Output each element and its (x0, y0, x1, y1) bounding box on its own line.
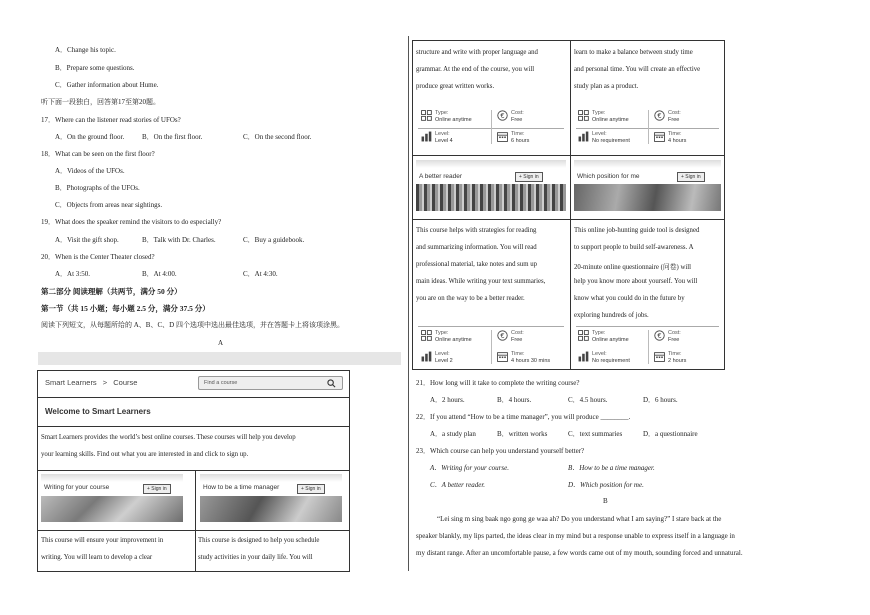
course-thumbnail-time-manager (200, 496, 342, 522)
q20-option-c: C．At 4:30. (243, 270, 278, 278)
course-desc-line: This online job-hunting guide tool is designed (574, 227, 700, 234)
course-desc-line: and summarizing information. You will read (416, 244, 537, 251)
course-cost (497, 330, 524, 343)
q17-option-a: A．On the ground floor. (55, 133, 125, 141)
info-value: Online anytime (435, 336, 472, 343)
info-value: 6 hours (511, 137, 530, 144)
q22-option-b: B．written works (497, 430, 548, 438)
passage-a-label: A (218, 339, 224, 347)
course-title-time-manager[interactable]: How to be a time manager (203, 484, 280, 491)
grid-icon (578, 110, 589, 123)
course-level (578, 351, 630, 364)
sign-in-button[interactable]: + Sign in (677, 172, 705, 182)
info-value: 4 hours 30 mins (511, 357, 551, 364)
course-info-time-manager (578, 110, 722, 146)
calendar-icon (654, 131, 665, 144)
q23-option-a: A．Writing for your course. (430, 464, 509, 472)
svg-text:€: € (500, 331, 505, 340)
info-label: Type: (592, 330, 606, 336)
q18-option-c: C．Objects from areas near sightings. (55, 201, 163, 209)
info-label: Time: (511, 131, 525, 137)
column-divider (408, 36, 409, 571)
q22-option-d: D．a questionnaire (643, 430, 698, 438)
course-desc-line: This course will ensure your improvement in (41, 537, 164, 544)
level-bars-icon (578, 131, 589, 144)
course-desc-line: you are on the way to be a better reader. (416, 295, 525, 302)
euro-coin-icon (654, 110, 665, 123)
q20-option-a: A．At 3:50. (55, 270, 90, 278)
q19-option-a: A．Visit the gift shop. (55, 236, 119, 244)
course-level (421, 351, 453, 364)
euro-coin-icon (654, 330, 665, 343)
question-22: 22．If you attend “How to be a time manager”, you will produce ________. (416, 413, 631, 421)
q21-option-c: C．4.5 hours. (568, 396, 608, 404)
course-cost (654, 110, 681, 123)
course-desc-line: exploring hundreds of jobs. (574, 312, 649, 319)
question-17: 17．Where can the listener read stories of UFOs? (41, 116, 181, 124)
euro-coin-icon (497, 330, 508, 343)
course-desc-line: know what you could do in the future by (574, 295, 685, 302)
svg-text:€: € (657, 331, 662, 340)
course-type (578, 330, 629, 343)
course-title-writing[interactable]: Writing for your course (44, 484, 110, 491)
info-value: Level 2 (435, 357, 453, 364)
q19-option-b: B．Talk with Dr. Charles. (142, 236, 216, 244)
q23-option-d: D．Which position for me. (568, 481, 644, 489)
grid-icon (421, 110, 432, 123)
option-line: C．Gather information about Hume. (55, 81, 159, 89)
level-bars-icon (578, 351, 589, 364)
q18-option-a: A．Videos of the UFOs. (55, 167, 125, 175)
info-value: No requirement (592, 137, 630, 144)
search-input[interactable] (198, 376, 343, 390)
course-desc-line: structure and write with proper language and (416, 49, 538, 56)
option-line: A．Change his topic. (55, 46, 116, 54)
question-21: 21．How long will it take to complete the writing course? (416, 379, 580, 387)
course-title-reader[interactable]: A better reader (419, 173, 462, 180)
question-19: 19．What does the speaker remind the visitors to do especially? (41, 218, 222, 226)
question-20: 20．When is the Center Theater closed? (41, 253, 155, 261)
search-placeholder: Find a course (204, 380, 238, 386)
course-info-position (578, 330, 722, 366)
section-1-heading: 第一节（共 15 小题；每小题 2.5 分，满分 37.5 分） (41, 304, 210, 313)
info-value: Free (668, 336, 680, 343)
info-label: Level: (592, 351, 607, 357)
sign-in-button[interactable]: + Sign in (515, 172, 543, 182)
course-desc-line: This course is designed to help you schedule (198, 537, 320, 544)
q22-option-a: A．a study plan (430, 430, 476, 438)
course-desc-line: This course helps with strategies for reading (416, 227, 537, 234)
course-desc-line: and personal time. You will create an effective (574, 66, 701, 73)
info-label: Type: (435, 110, 449, 116)
info-value: Online anytime (435, 116, 472, 123)
calendar-icon (654, 351, 665, 364)
info-label: Time: (511, 351, 525, 357)
q23-option-b: B．How to be a time manager. (568, 464, 655, 472)
info-value: Online anytime (592, 336, 629, 343)
course-desc-line: 20-minute online questionnaire (问卷) will (574, 264, 692, 271)
course-desc-line: study activities in your daily life. You will (198, 554, 313, 561)
course-desc-line: writing. You will learn to develop a clear (41, 554, 153, 561)
intro-line: Smart Learners provides the world’s best online courses. These courses will help you develop (41, 434, 296, 441)
section-divider-strip (38, 352, 401, 365)
info-label: Type: (592, 110, 606, 116)
grid-icon (578, 330, 589, 343)
course-type (421, 110, 472, 123)
reading-directions: 阅读下列短文，从每题所给的 A、B、C、D 四个选项中选出最佳选项，并在答题卡上将该项涂黑。 (41, 321, 344, 329)
info-label: Level: (435, 351, 450, 357)
info-label: Cost: (511, 110, 524, 116)
course-desc-line: help you know more about yourself. You will (574, 278, 698, 285)
course-desc-line: study plan as a product. (574, 83, 639, 90)
course-level (578, 131, 630, 144)
option-line: B．Prepare some questions. (55, 64, 135, 72)
q21-option-a: A．2 hours. (430, 396, 465, 404)
info-label: Type: (435, 330, 449, 336)
course-time (654, 351, 686, 364)
breadcrumb (45, 378, 137, 387)
passage-b-line: speaker blankly, my lips parted, the ideas clear in my mind but a response unable to express itself in a language in (416, 532, 735, 540)
q17-option-b: B．On the first floor. (142, 133, 203, 141)
info-label: Level: (592, 131, 607, 137)
course-time (497, 131, 529, 144)
course-desc-line: grammar. At the end of the course, you will (416, 66, 535, 73)
course-desc-line: learn to make a balance between study time (574, 49, 693, 56)
q21-option-b: B．4 hours. (497, 396, 532, 404)
q23-option-c: C．A better reader. (430, 481, 486, 489)
course-info-reader (421, 330, 565, 366)
intro-line: your learning skills. Find out what you are interested in and click to sign up. (41, 451, 249, 458)
course-type (578, 110, 629, 123)
info-label: Cost: (668, 330, 681, 336)
course-type (421, 330, 472, 343)
passage-b-label: B (603, 497, 608, 505)
grid-icon (421, 330, 432, 343)
info-value: Free (668, 116, 680, 123)
course-thumbnail-writing (41, 496, 183, 522)
info-value: Free (511, 116, 523, 123)
calendar-icon (497, 351, 508, 364)
info-label: Level: (435, 131, 450, 137)
q19-option-c: C．Buy a guidebook. (243, 236, 305, 244)
search-icon[interactable] (327, 379, 336, 388)
info-value: Free (511, 336, 523, 343)
info-label: Cost: (511, 330, 524, 336)
info-label: Time: (668, 351, 682, 357)
level-bars-icon (421, 131, 432, 144)
course-thumbnail-position (574, 184, 721, 211)
course-level (421, 131, 453, 144)
welcome-heading: Welcome to Smart Learners (45, 407, 151, 416)
info-label: Time: (668, 131, 682, 137)
breadcrumb-current: Course (113, 378, 138, 387)
q20-option-b: B．At 4:00. (142, 270, 177, 278)
q18-option-b: B．Photographs of the UFOs. (55, 184, 140, 192)
question-18: 18．What can be seen on the first floor? (41, 150, 155, 158)
course-time (654, 131, 686, 144)
question-23: 23．Which course can help you understand yourself better? (416, 447, 585, 455)
sign-in-button[interactable]: + Sign in (297, 484, 325, 494)
info-value: Online anytime (592, 116, 629, 123)
listening-instruction: 听下面一段独白，回答第17至第20题。 (41, 98, 160, 106)
course-cost (497, 110, 524, 123)
level-bars-icon (421, 351, 432, 364)
course-cost (654, 330, 681, 343)
svg-text:€: € (657, 111, 662, 120)
part-2-heading: 第二部分 阅读理解（共两节，满分 50 分） (41, 287, 182, 296)
breadcrumb-home[interactable]: Smart Learners (45, 378, 97, 387)
course-desc-line: produce great written works. (416, 83, 495, 90)
course-desc-line: professional material, take notes and sum up (416, 261, 537, 268)
course-desc-line: to support people to build self-awareness. A (574, 244, 694, 251)
info-value: Level 4 (435, 137, 453, 144)
euro-coin-icon (497, 110, 508, 123)
breadcrumb-separator: > (102, 378, 108, 387)
calendar-icon (497, 131, 508, 144)
course-thumbnail-reader (416, 184, 566, 211)
sign-in-button[interactable]: + Sign in (143, 484, 171, 494)
info-value: 4 hours (668, 137, 687, 144)
q17-option-c: C．On the second floor. (243, 133, 312, 141)
course-desc-line: main ideas. While writing your text summaries, (416, 278, 546, 285)
q22-option-c: C．text summaries (568, 430, 623, 438)
q21-option-d: D．6 hours. (643, 396, 678, 404)
passage-b-line: my distant range. After an uncomfortable pause, a few words came out of my mouth, sounding forced and unnatural. (416, 549, 743, 557)
info-label: Cost: (668, 110, 681, 116)
course-title-position[interactable]: Which position for me (577, 173, 640, 180)
info-value: No requirement (592, 357, 630, 364)
course-info-writing (421, 110, 565, 146)
svg-text:€: € (500, 111, 505, 120)
course-time (497, 351, 550, 364)
passage-b-line: “Lei sing m sing baak ngo gong ge waa ah? Do you understand what I am saying?” I stare back at the (437, 515, 722, 523)
info-value: 2 hours (668, 357, 687, 364)
